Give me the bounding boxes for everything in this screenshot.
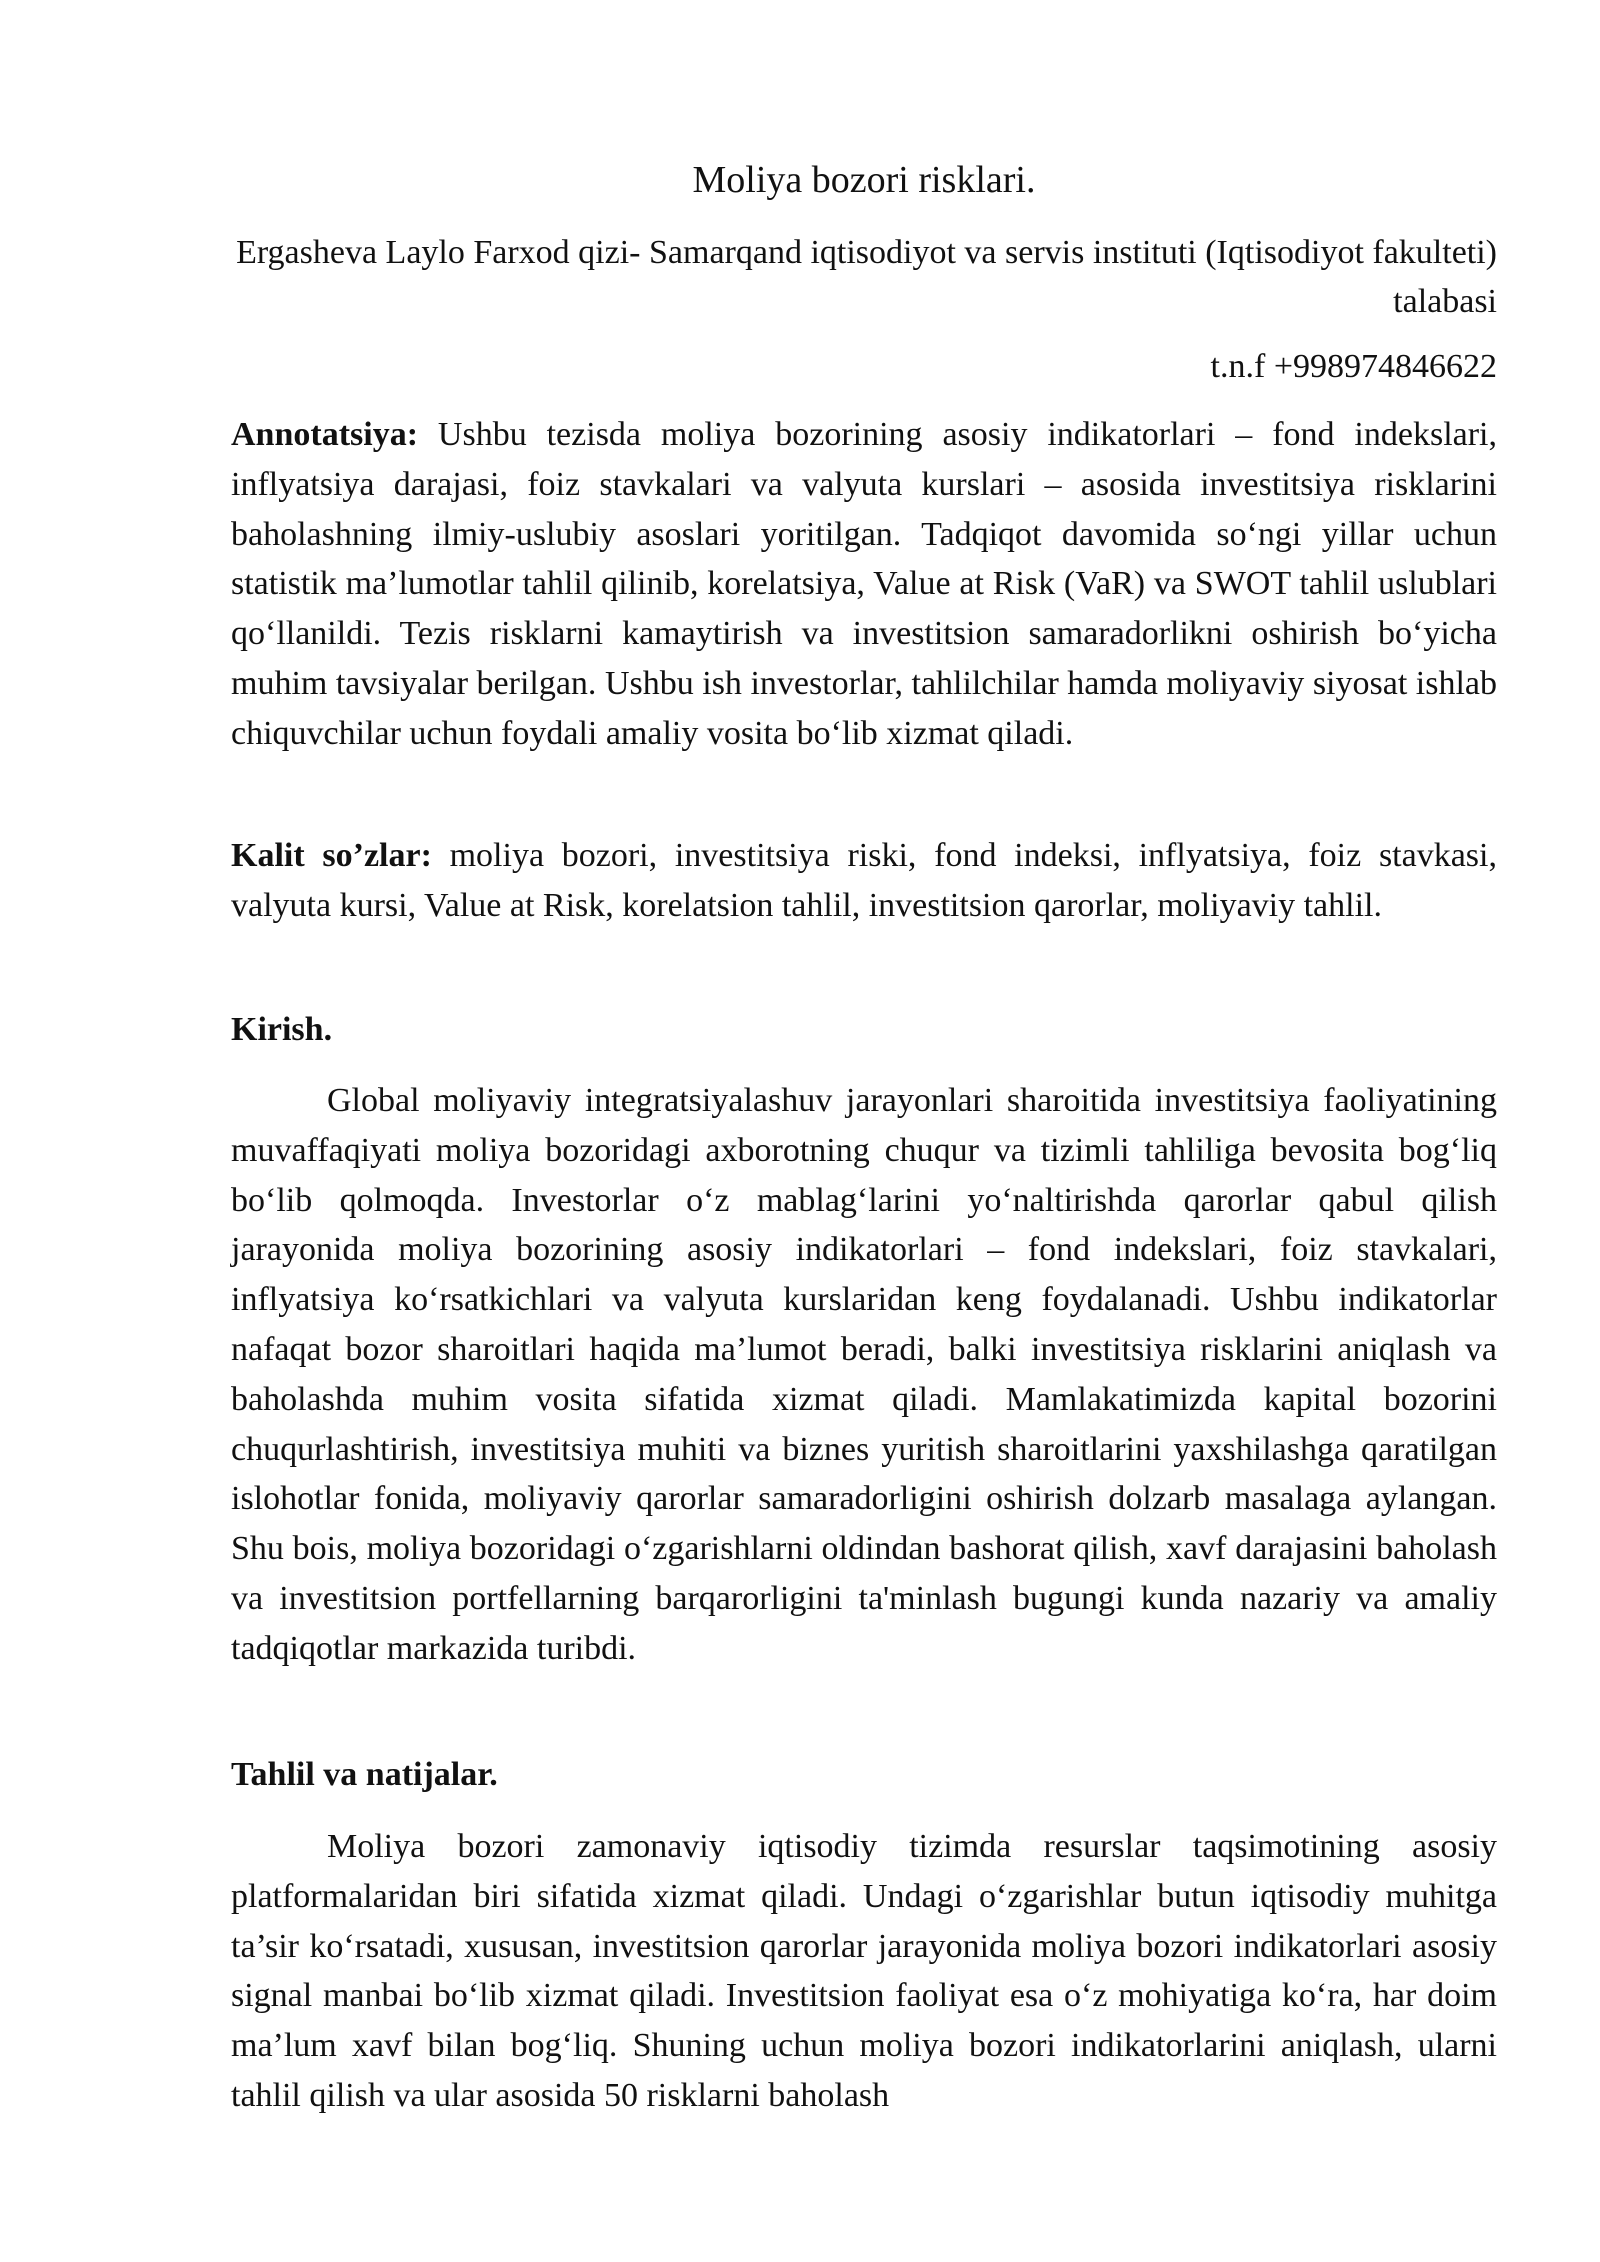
annotation-label: Annotatsiya: bbox=[231, 416, 419, 453]
analysis-paragraph: Moliya bozori zamonaviy iqtisodiy tizimda resurslar taqsimotining asosiy platformalaridan biri sifatida xizmat qiladi. Undagi o‘zgarishlar butun iqtisodiy muhitga ta’sir ko‘rsatadi, xususan, investitsion qarorlar jarayonida moliya bozori indikatorlari asosiy signal manbai bo‘lib xizmat qiladi. Investitsion faoliyat esa o‘z mohiyatiga ko‘ra, har doim ma’lum xavf bilan bog‘liq. Shuning uchun moliya bozori indikatorlarini aniqlash, ularni tahlil qilish va ular asosida 50 risklarni baholash bbox=[231, 1828, 1497, 2114]
annotation-paragraph bbox=[231, 410, 1497, 759]
annotation-text: Ushbu tezisda moliya bozorining asosiy indikatorlari – fond indekslari, inflyatsiya darajasi, foiz stavkalari va valyuta kurslari – asosida investitsiya risklarini baholashning ilmiy-uslubiy asoslari yoritilgan. Tadqiqot davomida so‘ngi yillar uchun statistik ma’lumotlar tahlil qilinib, korelatsiya, Value at Risk (VaR) va SWOT tahlil uslublari qo‘llanildi. Tezis risklarni kamaytirish va investitsion samaradorlikni oshirish bo‘yicha muhim tavsiyalar berilgan. Ushbu ish investorlar, tahlilchilar hamda moliyaviy siyosat ishlab chiquvchilar uchun foydali amaliy vosita bo‘lib xizmat qiladi. bbox=[231, 416, 1497, 752]
keywords-label: Kalit so’zlar: bbox=[231, 837, 432, 874]
author-line: Ergasheva Laylo Farxod qizi- Samarqand iqtisodiyot va servis instituti (Iqtisodiyot fakulteti) talabasi bbox=[236, 234, 1497, 320]
keywords-paragraph bbox=[231, 831, 1497, 931]
phone-line: t.n.f +998974846622 bbox=[1210, 348, 1497, 385]
intro-heading: Kirish. bbox=[231, 1011, 333, 1048]
intro-paragraph: Global moliyaviy integratsiyalashuv jarayonlari sharoitida investitsiya faoliyatining muvaffaqiyati moliya bozoridagi axborotning chuqur va tizimli tahliliga bevosita bog‘liq bo‘lib qolmoqda. Investorlar o‘z mablag‘larini yo‘naltirishda qarorlar qabul qilish jarayonida moliya bozorining asosiy indikatorlari – fond indekslari, foiz stavkalari, inflyatsiya ko‘rsatkichlari va valyuta kurslaridan keng foydalanadi. Ushbu indikatorlar nafaqat bozor sharoitlari haqida ma’lumot beradi, balki investitsiya risklarini aniqlash va baholashda muhim vosita sifatida xizmat qiladi. Mamlakatimizda kapital bozorini chuqurlashtirish, investitsiya muhiti va biznes yuritish sharoitlarini yaxshilashga qaratilgan islohotlar fonida, moliyaviy qarorlar samaradorligini oshirish dolzarb masalaga aylangan. Shu bois, moliya bozoridagi o‘zgarishlarni oldindan bashorat qilish, xavf darajasini baholash va investitsion portfellarning barqarorligini ta'minlash bugungi kunda nazariy va amaliy tadqiqotlar markazida turibdi. bbox=[231, 1082, 1497, 1667]
keywords-text: moliya bozori, investitsiya riski, fond indeksi, inflyatsiya, foiz stavkasi, valyuta kursi, Value at Risk, korelatsion tahlil, investitsion qarorlar, moliyaviy tahlil. bbox=[231, 837, 1497, 924]
paper-title: Moliya bozori risklari. bbox=[692, 159, 1036, 201]
analysis-heading: Tahlil va natijalar. bbox=[231, 1756, 498, 1793]
